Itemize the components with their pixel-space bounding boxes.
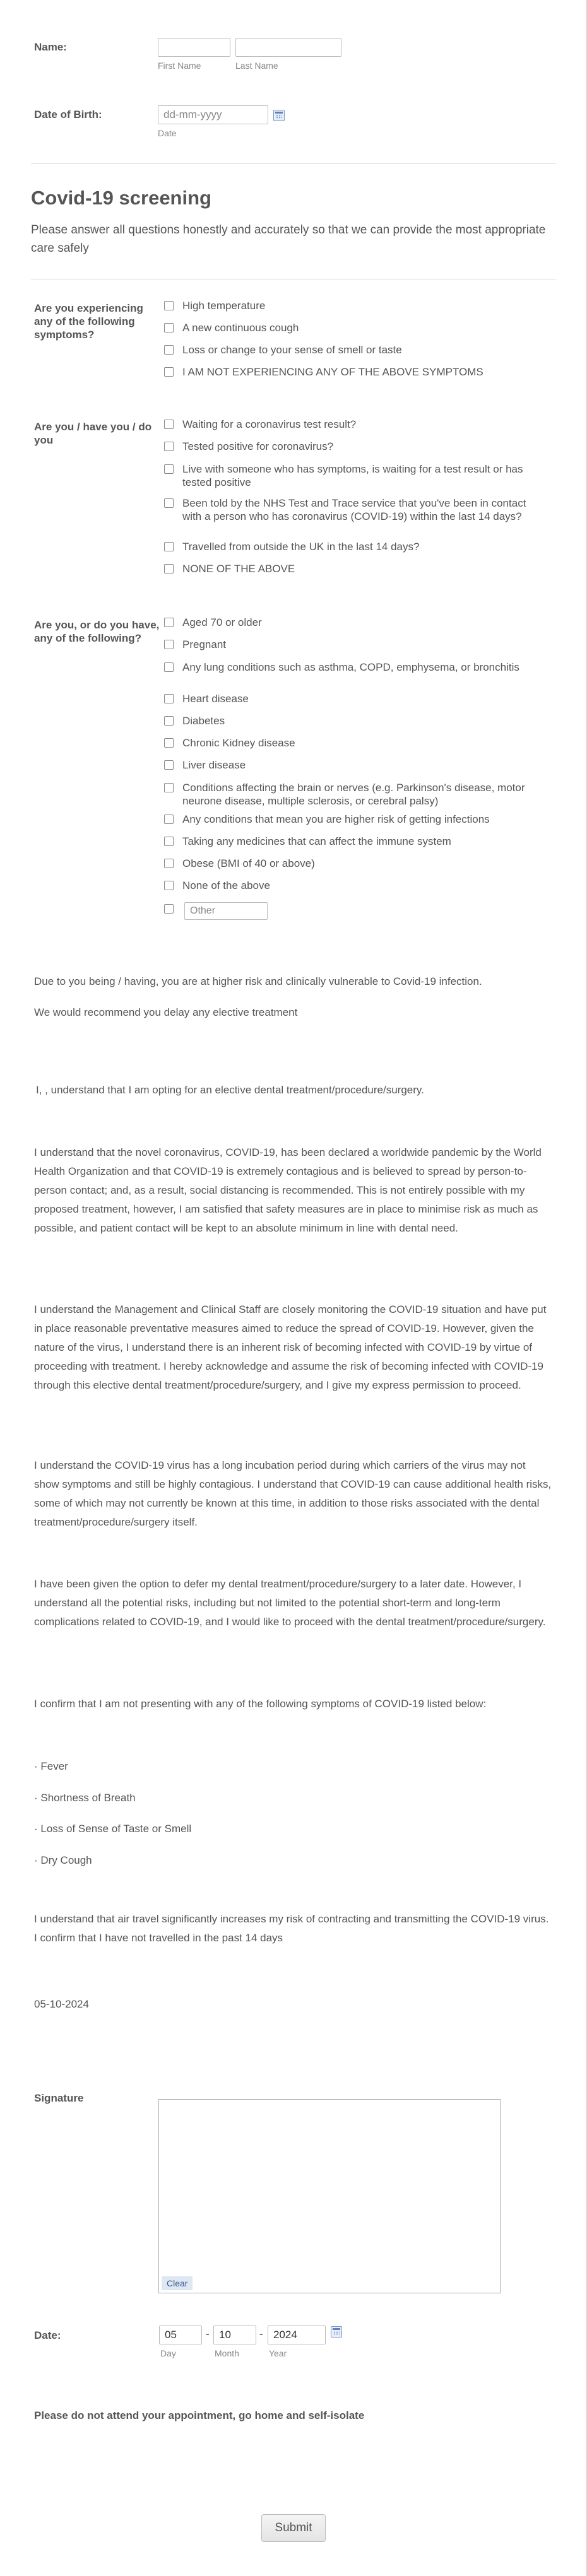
- risk-text: Due to you being / having, you are at higher risk and clinically vulnerable to Covid-19 infection.: [34, 975, 482, 987]
- date-year-input[interactable]: [268, 2326, 326, 2344]
- checkbox[interactable]: [164, 498, 174, 508]
- last-name-input[interactable]: [235, 38, 341, 57]
- symptom-item: · Dry Cough: [34, 1854, 92, 1866]
- checkbox[interactable]: [164, 662, 174, 672]
- first-name-input[interactable]: [158, 38, 230, 57]
- consent-paragraph-5: I confirm that I am not presenting with any of the following symptoms of COVID-19 listed below:: [34, 1698, 487, 1710]
- screening-title: Covid-19 screening: [31, 187, 211, 209]
- self-isolate-notice: Please do not attend your appointment, go home and self-isolate: [34, 2409, 365, 2421]
- dob-input[interactable]: [158, 105, 268, 124]
- last-name-sublabel: Last Name: [235, 61, 278, 71]
- dob-label: Date of Birth:: [34, 109, 102, 121]
- date-day-sublabel: Day: [160, 2348, 176, 2358]
- consent-paragraph-4: I have been given the option to defer my dental treatment/procedure/surgery to a later date. However, I understand all the potential risks, including but not limited to the potential short-term and long-term complications related to COVID-19, and I would like to proceed with the dental treatment/procedure/surgery.: [34, 1578, 546, 1628]
- symptom-item: · Shortness of Breath: [34, 1792, 136, 1804]
- checkbox[interactable]: [164, 367, 174, 377]
- checkbox[interactable]: [164, 904, 174, 914]
- checkbox[interactable]: [164, 716, 174, 726]
- checkbox[interactable]: [164, 442, 174, 451]
- signature-label: Signature: [34, 2092, 84, 2104]
- consent-paragraph-1: I understand that the novel coronavirus, COVID-19, has been declared a worldwide pandemic by the World Health Organization and that COVID-19 is extremely contagious and is believed to spread by person-to-person contact; and, as a result, social distancing is recommended. This is not entirely possible with my proposed treatment, however, I am satisfied that safety measures are in place to minimise risk as much as possible, and patient contact will be kept to an absolute minimum in line with dental need.: [34, 1146, 542, 1234]
- checkbox[interactable]: [164, 420, 174, 429]
- first-name-sublabel: First Name: [158, 61, 201, 71]
- consent-paragraph-3: I understand the COVID-19 virus has a long incubation period during which carriers of the virus may not show symptoms and still be highly contagious. I understand that COVID-19 can cause additional health risks, some of which may not currently be known at this time, in addition to those risks associated with the dental treatment/procedure/surgery itself.: [34, 1459, 552, 1528]
- divider: [31, 163, 556, 164]
- checkbox[interactable]: [164, 345, 174, 355]
- checkbox[interactable]: [164, 618, 174, 627]
- clear-signature-button[interactable]: Clear: [162, 2276, 193, 2290]
- signature-pad[interactable]: [158, 2099, 501, 2293]
- q1-label: Are you experiencing any of the following symptoms?: [34, 302, 143, 341]
- date-separator: -: [206, 2328, 210, 2340]
- date-label: Date:: [34, 2329, 61, 2341]
- consent-paragraph-2: I understand the Management and Clinical Staff are closely monitoring the COVID-19 situation and have put in place reasonable preventative measures aimed to reduce the spread of COVID-19. However, given the nature of the virus, I understand there is an inherent risk of becoming infected with COVID-19 by virtue of proceeding with treatment. I hereby acknowledge and assume the risk of becoming infected with COVID-19 through this elective dental treatment/procedure/surgery, and I give my express permission to proceed.: [34, 1303, 547, 1391]
- checkbox[interactable]: [164, 815, 174, 824]
- checkbox[interactable]: [164, 881, 174, 890]
- recommend-text: We would recommend you delay any elective treatment: [34, 1006, 298, 1018]
- dob-sublabel: Date: [158, 128, 177, 138]
- checkbox[interactable]: [164, 464, 174, 474]
- checkbox[interactable]: [164, 564, 174, 573]
- consent-paragraph-6: I understand that air travel significantly increases my risk of contracting and transmitting the COVID-19 virus. I confirm that I have not travelled in the past 14 days: [34, 1913, 549, 1944]
- date-separator: -: [259, 2328, 263, 2340]
- checkbox[interactable]: [164, 760, 174, 770]
- checkbox[interactable]: [164, 738, 174, 748]
- other-input[interactable]: [184, 902, 268, 920]
- submit-button[interactable]: Submit: [261, 2514, 326, 2542]
- calendar-icon[interactable]: [331, 2326, 342, 2338]
- symptom-item: · Fever: [34, 1760, 68, 1772]
- date-month-input[interactable]: [213, 2326, 256, 2344]
- checkbox[interactable]: [164, 859, 174, 868]
- checkbox[interactable]: [164, 837, 174, 846]
- date-year-sublabel: Year: [269, 2348, 287, 2358]
- date-month-sublabel: Month: [215, 2348, 239, 2358]
- symptom-item: · Loss of Sense of Taste or Smell: [34, 1823, 192, 1835]
- date-day-input[interactable]: [159, 2326, 202, 2344]
- checkbox[interactable]: [164, 694, 174, 703]
- name-label: Name:: [34, 41, 67, 53]
- checkbox[interactable]: [164, 783, 174, 792]
- q3-label: Are you, or do you have, any of the following?: [34, 619, 160, 644]
- calendar-icon[interactable]: [273, 110, 285, 121]
- q2-label: Are you / have you / do you: [34, 421, 152, 446]
- screening-subtitle: Please answer all questions honestly and accurately so that we can provide the most appropriate care safely: [31, 223, 546, 255]
- checkbox[interactable]: [164, 542, 174, 551]
- date-text: 05-10-2024: [34, 1998, 89, 2010]
- checkbox[interactable]: [164, 323, 174, 332]
- checkbox[interactable]: [164, 640, 174, 649]
- checkbox[interactable]: [164, 301, 174, 310]
- opting-text: I, , understand that I am opting for an elective dental treatment/procedure/surgery.: [36, 1084, 424, 1096]
